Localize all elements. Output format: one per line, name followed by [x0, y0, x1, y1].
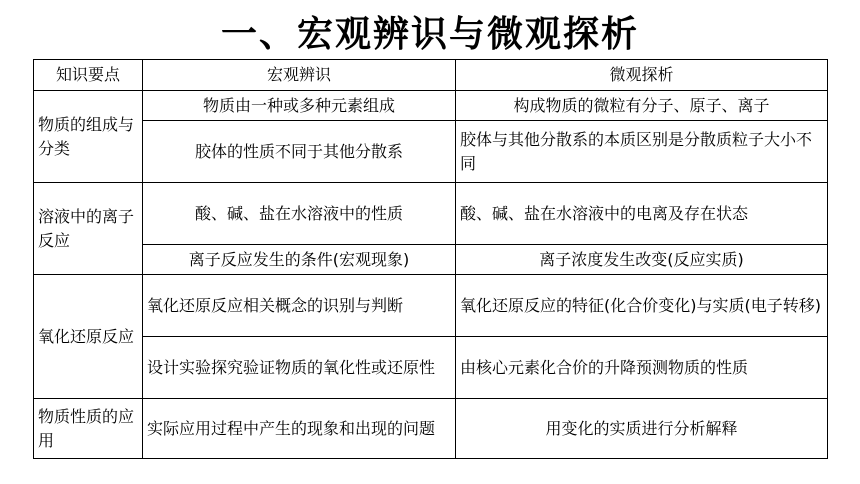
micro-cell: 构成物质的微粒有分子、原子、离子: [456, 91, 828, 121]
macro-cell: 实际应用过程中产生的现象和出现的问题: [143, 399, 456, 459]
micro-cell: 氧化还原反应的特征(化合价变化)与实质(电子转移): [456, 275, 828, 337]
header-micro: 微观探析: [456, 60, 828, 91]
table-row: [34, 183, 828, 245]
micro-cell: 胶体与其他分散系的本质区别是分散质粒子大小不同: [456, 121, 828, 183]
micro-cell: 用变化的实质进行分析解释: [456, 399, 828, 459]
micro-cell: 离子浓度发生改变(反应实质): [456, 245, 828, 275]
macro-cell: 物质由一种或多种元素组成: [143, 91, 456, 121]
macro-cell: 离子反应发生的条件(宏观现象): [143, 245, 456, 275]
micro-cell: 由核心元素化合价的升降预测物质的性质: [456, 337, 828, 399]
topic-cell: 溶液中的离子反应: [34, 183, 143, 275]
macro-cell: 设计实验探究验证物质的氧化性或还原性: [143, 337, 456, 399]
table-header-row: [34, 60, 828, 91]
micro-cell: 酸、碱、盐在水溶液中的电离及存在状态: [456, 183, 828, 245]
table-row: [34, 275, 828, 337]
macro-cell: 胶体的性质不同于其他分散系: [143, 121, 456, 183]
knowledge-table: [33, 59, 828, 459]
page-title: 一、宏观辨识与微观探析: [220, 13, 639, 55]
header-macro: 宏观辨识: [143, 60, 456, 91]
macro-cell: 酸、碱、盐在水溶液中的性质: [143, 183, 456, 245]
topic-cell: 物质性质的应用: [34, 399, 143, 459]
topic-cell: 物质的组成与分类: [34, 91, 143, 183]
header-topic: 知识要点: [34, 60, 143, 91]
table-row: [34, 399, 828, 459]
table-row: [34, 121, 828, 183]
table-row: [34, 91, 828, 121]
topic-cell: 氧化还原反应: [34, 275, 143, 399]
table-row: [34, 337, 828, 399]
table-row: [34, 245, 828, 275]
macro-cell: 氧化还原反应相关概念的识别与判断: [143, 275, 456, 337]
